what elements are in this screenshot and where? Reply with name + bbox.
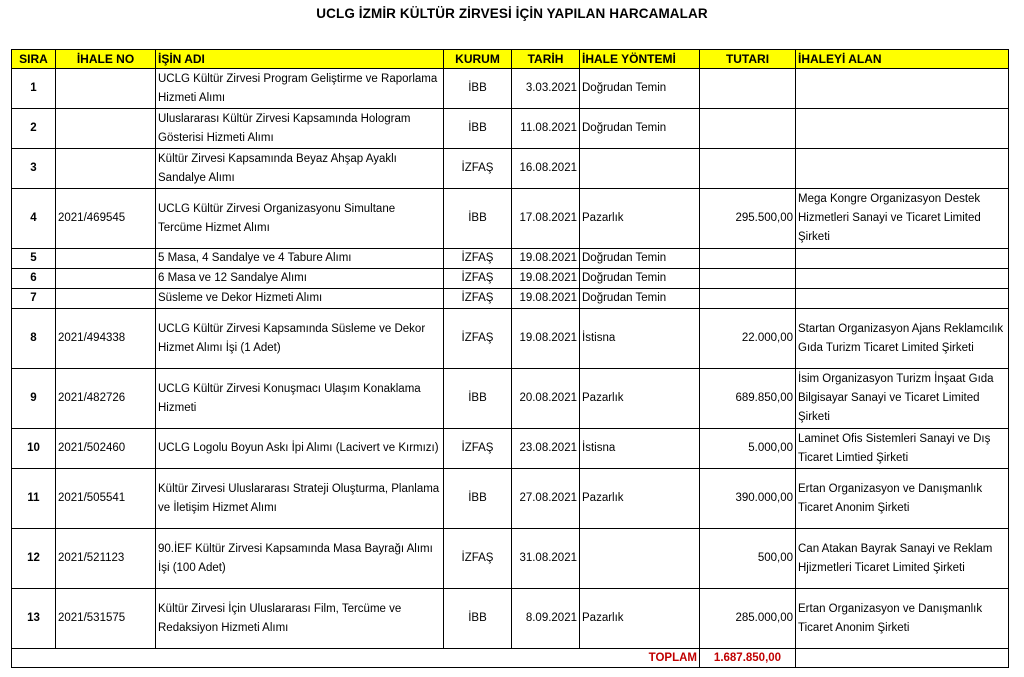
table-row (12, 309, 1009, 369)
cell-sira: 6 (12, 269, 56, 289)
cell-sira: 1 (12, 69, 56, 109)
cell-tarih: 20.08.2021 (512, 369, 580, 429)
cell-tarih: 31.08.2021 (512, 529, 580, 589)
cell-tutari (700, 69, 796, 109)
cell-isin-adi: UCLG Kültür Zirvesi Program Geliştirme ve Raporlama Hizmeti Alımı (156, 69, 444, 109)
cell-ihale-yontemi (580, 149, 700, 189)
cell-ihale-yontemi: Doğrudan Temin (580, 69, 700, 109)
cell-ihale-yontemi: Pazarlık (580, 369, 700, 429)
cell-kurum: İBB (444, 109, 512, 149)
cell-sira: 5 (12, 249, 56, 269)
table-row (12, 429, 1009, 469)
cell-sira: 2 (12, 109, 56, 149)
cell-ihale-yontemi: Doğrudan Temin (580, 269, 700, 289)
cell-ihale-no (56, 249, 156, 269)
total-empty-cell (796, 649, 1009, 668)
cell-isin-adi: UCLG Kültür Zirvesi Konuşmacı Ulaşım Konaklama Hizmeti (156, 369, 444, 429)
cell-tutari: 390.000,00 (700, 469, 796, 529)
cell-ihale-yontemi: Pazarlık (580, 469, 700, 529)
cell-ihale-no (56, 109, 156, 149)
cell-ihaleyi-alan: Laminet Ofis Sistemleri Sanayi ve Dış Ticaret Limtied Şirketi (796, 429, 1009, 469)
cell-kurum: İZFAŞ (444, 529, 512, 589)
cell-isin-adi: UCLG Logolu Boyun Askı İpi Alımı (Lacivert ve Kırmızı) (156, 429, 444, 469)
cell-ihaleyi-alan (796, 249, 1009, 269)
cell-ihale-no (56, 289, 156, 309)
cell-ihale-yontemi (580, 529, 700, 589)
cell-ihaleyi-alan (796, 69, 1009, 109)
cell-kurum: İZFAŞ (444, 429, 512, 469)
cell-ihaleyi-alan (796, 269, 1009, 289)
header-tutari: TUTARI (700, 50, 796, 69)
cell-tutari (700, 249, 796, 269)
cell-isin-adi: UCLG Kültür Zirvesi Kapsamında Süsleme ve Dekor Hizmet Alımı İşi (1 Adet) (156, 309, 444, 369)
cell-ihale-yontemi: Doğrudan Temin (580, 109, 700, 149)
cell-ihale-no: 2021/531575 (56, 589, 156, 649)
header-isin-adi: İŞİN ADI (156, 50, 444, 69)
cell-ihaleyi-alan (796, 149, 1009, 189)
cell-ihaleyi-alan (796, 289, 1009, 309)
cell-ihaleyi-alan: Can Atakan Bayrak Sanayi ve Reklam Hjizmetleri Ticaret Limited Şirketi (796, 529, 1009, 589)
table-row (12, 529, 1009, 589)
cell-sira: 10 (12, 429, 56, 469)
cell-isin-adi: Kültür Zirvesi Kapsamında Beyaz Ahşap Ayaklı Sandalye Alımı (156, 149, 444, 189)
table-row (12, 249, 1009, 269)
cell-ihaleyi-alan: Mega Kongre Organizasyon Destek Hizmetleri Sanayi ve Ticaret Limited Şirketi (796, 189, 1009, 249)
cell-ihale-no: 2021/502460 (56, 429, 156, 469)
cell-ihale-yontemi: Pazarlık (580, 589, 700, 649)
cell-tutari: 295.500,00 (700, 189, 796, 249)
cell-tarih: 19.08.2021 (512, 269, 580, 289)
header-ihale-yontemi: İHALE YÖNTEMİ (580, 50, 700, 69)
cell-kurum: İBB (444, 189, 512, 249)
cell-tutari: 689.850,00 (700, 369, 796, 429)
cell-ihale-yontemi: Doğrudan Temin (580, 289, 700, 309)
cell-tutari (700, 149, 796, 189)
cell-ihaleyi-alan (796, 109, 1009, 149)
cell-tutari (700, 269, 796, 289)
cell-tarih: 17.08.2021 (512, 189, 580, 249)
cell-kurum: İZFAŞ (444, 289, 512, 309)
cell-tarih: 19.08.2021 (512, 289, 580, 309)
cell-ihaleyi-alan: Startan Organizasyon Ajans Reklamcılık Gıda Turizm Ticaret Limited Şirketi (796, 309, 1009, 369)
cell-ihaleyi-alan: İsim Organizasyon Turizm İnşaat Gıda Bilgisayar Sanayi ve Ticaret Limited Şirketi (796, 369, 1009, 429)
table-row (12, 369, 1009, 429)
cell-sira: 9 (12, 369, 56, 429)
table-row (12, 269, 1009, 289)
cell-sira: 11 (12, 469, 56, 529)
cell-kurum: İBB (444, 589, 512, 649)
cell-ihale-yontemi: Doğrudan Temin (580, 249, 700, 269)
cell-kurum: İBB (444, 469, 512, 529)
cell-ihale-no: 2021/482726 (56, 369, 156, 429)
header-ihale-no: İHALE NO (56, 50, 156, 69)
cell-kurum: İZFAŞ (444, 249, 512, 269)
cell-tutari (700, 109, 796, 149)
cell-tarih: 27.08.2021 (512, 469, 580, 529)
table-row (12, 149, 1009, 189)
header-tarih: TARİH (512, 50, 580, 69)
total-label: TOPLAM (12, 649, 700, 668)
cell-ihale-no (56, 269, 156, 289)
cell-ihale-no (56, 69, 156, 109)
cell-kurum: İBB (444, 369, 512, 429)
cell-kurum: İZFAŞ (444, 149, 512, 189)
cell-ihale-yontemi: İstisna (580, 429, 700, 469)
cell-isin-adi: Uluslararası Kültür Zirvesi Kapsamında Hologram Gösterisi Hizmeti Alımı (156, 109, 444, 149)
table-row (12, 189, 1009, 249)
header-sira: SIRA (12, 50, 56, 69)
cell-sira: 8 (12, 309, 56, 369)
cell-tutari (700, 289, 796, 309)
table-row (12, 589, 1009, 649)
cell-tarih: 11.08.2021 (512, 109, 580, 149)
cell-ihale-no: 2021/521123 (56, 529, 156, 589)
cell-sira: 3 (12, 149, 56, 189)
cell-kurum: İZFAŞ (444, 269, 512, 289)
page-title: UCLG İZMİR KÜLTÜR ZİRVESİ İÇİN YAPILAN HARCAMALAR (316, 6, 708, 21)
cell-isin-adi: UCLG Kültür Zirvesi Organizasyonu Simultane Tercüme Hizmet Alımı (156, 189, 444, 249)
cell-tarih: 19.08.2021 (512, 249, 580, 269)
total-row (12, 649, 1009, 668)
header-kurum: KURUM (444, 50, 512, 69)
cell-ihale-yontemi: İstisna (580, 309, 700, 369)
table-row (12, 69, 1009, 109)
cell-isin-adi: 90.İEF Kültür Zirvesi Kapsamında Masa Bayrağı Alımı İşi (100 Adet) (156, 529, 444, 589)
cell-tutari: 285.000,00 (700, 589, 796, 649)
table-row (12, 469, 1009, 529)
cell-tutari: 5.000,00 (700, 429, 796, 469)
cell-isin-adi: 6 Masa ve 12 Sandalye Alımı (156, 269, 444, 289)
cell-kurum: İBB (444, 69, 512, 109)
cell-ihaleyi-alan: Ertan Organizasyon ve Danışmanlık Ticaret Anonim Şirketi (796, 469, 1009, 529)
cell-isin-adi: Süsleme ve Dekor Hizmeti Alımı (156, 289, 444, 309)
cell-ihaleyi-alan: Ertan Organizasyon ve Danışmanlık Ticaret Anonim Şirketi (796, 589, 1009, 649)
cell-tarih: 8.09.2021 (512, 589, 580, 649)
cell-tarih: 19.08.2021 (512, 309, 580, 369)
cell-ihale-no (56, 149, 156, 189)
cell-kurum: İZFAŞ (444, 309, 512, 369)
cell-sira: 4 (12, 189, 56, 249)
cell-ihale-no: 2021/505541 (56, 469, 156, 529)
cell-isin-adi: 5 Masa, 4 Sandalye ve 4 Tabure Alımı (156, 249, 444, 269)
table-row (12, 109, 1009, 149)
cell-ihale-yontemi: Pazarlık (580, 189, 700, 249)
header-row (12, 50, 1009, 69)
cell-isin-adi: Kültür Zirvesi Uluslararası Strateji Oluşturma, Planlama ve İletişim Hizmet Alımı (156, 469, 444, 529)
cell-ihale-no: 2021/469545 (56, 189, 156, 249)
table-row (12, 289, 1009, 309)
cell-tarih: 3.03.2021 (512, 69, 580, 109)
cell-sira: 13 (12, 589, 56, 649)
cell-tarih: 16.08.2021 (512, 149, 580, 189)
header-ihaleyi-alan: İHALEYİ ALAN (796, 50, 1009, 69)
cell-sira: 7 (12, 289, 56, 309)
cell-tutari: 500,00 (700, 529, 796, 589)
cell-sira: 12 (12, 529, 56, 589)
cell-isin-adi: Kültür Zirvesi İçin Uluslararası Film, Tercüme ve Redaksiyon Hizmeti Alımı (156, 589, 444, 649)
cell-tarih: 23.08.2021 (512, 429, 580, 469)
cell-tutari: 22.000,00 (700, 309, 796, 369)
expenditure-table (11, 49, 1009, 668)
cell-ihale-no: 2021/494338 (56, 309, 156, 369)
total-value: 1.687.850,00 (700, 649, 796, 668)
